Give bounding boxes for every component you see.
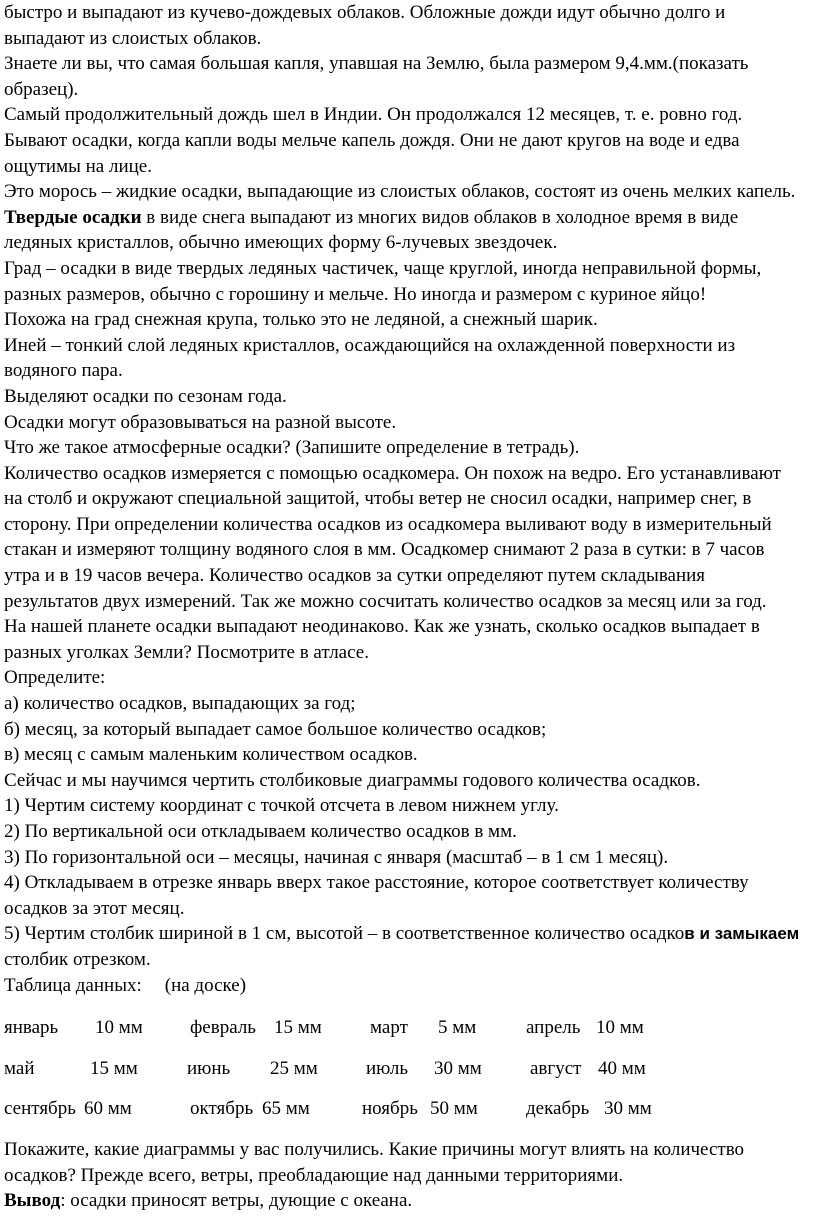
text-line: Град – осадки в виде твердых ледяных частичек, чаще круглой, иногда неправильной формы, [4, 257, 762, 279]
month-cell: январь [4, 1017, 59, 1039]
month-cell: апрель [526, 1017, 581, 1039]
list-item: 3) По горизонтальной оси – месяцы, начиная с января (масштаб – в 1 см 1 месяц). [4, 846, 669, 868]
text-line: Бывают осадки, когда капли воды мельче капель дождя. Они не дают кругов на воде и едва [4, 129, 740, 151]
text-line [4, 205, 812, 231]
list-item: 1) Чертим систему координат с точкой отсчета в левом нижнем углу. [4, 795, 559, 817]
text-span-bold: в и замыкаем [684, 924, 800, 944]
text-line: утра и в 19 часов вечера. Количество осадков за сутки определяют путем складывания [4, 565, 706, 587]
text-line: Сейчас и мы научимся чертить столбиковые диаграммы годового количества осадков. [4, 769, 701, 791]
table-label: Таблица данных: [4, 974, 142, 996]
value-cell: 15 мм [274, 1017, 322, 1039]
text-line: Количество осадков измеряется с помощью осадкомера. Он похож на ведро. Его устанавливают [4, 462, 781, 484]
text-span: 5) Чертим столбик шириной в 1 см, высотой – в соответственное количество осадко [4, 923, 685, 945]
list-item: 4) Откладываем в отрезке январь вверх такое расстояние, которое соответствует количеству [4, 872, 749, 894]
list-item: в) месяц с самым маленьким количеством осадков. [4, 744, 418, 766]
month-cell: сентябрь [4, 1098, 76, 1120]
list-item: 2) По вертикальной оси откладываем количество осадков в мм. [4, 821, 517, 842]
list-item [4, 921, 812, 947]
table-row [4, 1056, 812, 1082]
value-cell: 40 мм [598, 1057, 646, 1079]
text-line: ледяных кристаллов, обычно имеющих форму 6-лучевых звездочек. [4, 232, 558, 254]
value-cell: 10 мм [95, 1017, 143, 1039]
value-cell: 10 мм [596, 1017, 644, 1039]
table-row [4, 1015, 812, 1041]
text-line: быстро и выпадают из кучево-дождевых облаков. Обложные дожди идут обычно долго и [4, 2, 726, 23]
text-line: Что же такое атмосферные осадки? (Запишите определение в тетрадь). [4, 437, 580, 459]
month-cell: декабрь [526, 1098, 590, 1120]
text-line: выпадают из слоистых облаков. [4, 27, 262, 49]
value-cell: 25 мм [270, 1057, 318, 1079]
text-line: Выделяют осадки по сезонам года. [4, 385, 287, 407]
conclusion [4, 1188, 812, 1214]
month-cell: ноябрь [362, 1098, 418, 1120]
text-span: в виде снега выпадают из многих видов облаков в холодное время в виде [141, 206, 739, 228]
text-line: разных размеров, обычно с горошину и мельче. Но иногда и размером с куриное яйцо! [4, 283, 707, 305]
value-cell: 65 мм [262, 1098, 310, 1120]
table-row [4, 1096, 812, 1122]
text-line: Определите: [4, 667, 106, 689]
value-cell: 30 мм [434, 1057, 482, 1079]
month-cell: июль [366, 1057, 409, 1079]
month-cell: октябрь [190, 1098, 254, 1120]
text-line: на столб и окружают специальной защитой, чтобы ветер не сносил осадки, например снег, в [4, 488, 752, 510]
month-cell: март [370, 1017, 408, 1039]
text-line: Иней – тонкий слой ледяных кристаллов, осаждающийся на охлажденной поверхности из [4, 334, 736, 356]
month-cell: февраль [190, 1017, 256, 1039]
list-item: б) месяц, за который выпадает самое большое количество осадков; [4, 718, 547, 740]
bold-term: Твердые осадки [4, 206, 142, 228]
value-cell: 5 мм [438, 1017, 477, 1039]
month-cell: май [4, 1057, 35, 1079]
text-line: Осадки могут образовываться на разной высоте. [4, 411, 397, 433]
text-line: разных уголках Земли? Посмотрите в атласе. [4, 641, 369, 663]
value-cell: 15 мм [90, 1057, 138, 1079]
value-cell: 50 мм [430, 1098, 478, 1120]
text-line: На нашей планете осадки выпадают неодинаково. Как же узнать, сколько осадков выпадает в [4, 616, 760, 638]
text-line: ощутимы на лице. [4, 155, 152, 177]
text-line: результатов двух измерений. Так же можно сосчитать количество осадков за месяц или за год. [4, 590, 767, 612]
text-line: Похожа на град снежная крупа, только это не ледяной, а снежный шарик. [4, 309, 598, 331]
text-line: Знаете ли вы, что самая большая капля, упавшая на Землю, была размером 9,4.мм.(показать [4, 53, 749, 75]
text-line: водяного пара. [4, 360, 123, 382]
list-item: а) количество осадков, выпадающих за год; [4, 693, 356, 715]
document-page [4, 0, 812, 1214]
text-line: Это морось – жидкие осадки, выпадающие из слоистых облаков, состоят из очень мелких капель. [4, 181, 796, 203]
text-line: осадков? Прежде всего, ветры, преобладающие над данными территориями. [4, 1164, 624, 1186]
conclusion-label: Вывод [4, 1190, 61, 1212]
text-line: сторону. При определении количества осадков из осадкомера выливают воду в измерительный [4, 513, 772, 535]
month-cell: август [530, 1057, 582, 1079]
table-note: (на доске) [164, 974, 247, 996]
text-line: образец). [4, 78, 79, 100]
text-line: Покажите, какие диаграммы у вас получились. Какие причины могут влиять на количество [4, 1138, 745, 1160]
text-line: столбик отрезком. [4, 948, 151, 970]
value-cell: 60 мм [84, 1098, 132, 1120]
text-line: Самый продолжительный дождь шел в Индии. Он продолжался 12 месяцев, т. е. ровно год. [4, 104, 743, 126]
value-cell: 30 мм [604, 1098, 652, 1120]
conclusion-text: : осадки приносят ветры, дующие с океана. [60, 1190, 413, 1212]
text-line: стакан и измеряют толщину водяного слоя в мм. Осадкомер снимают 2 раза в сутки: в 7 часов [4, 539, 765, 561]
table-caption [4, 973, 812, 999]
month-cell: июнь [187, 1057, 231, 1079]
text-line: осадков за этот месяц. [4, 897, 185, 919]
